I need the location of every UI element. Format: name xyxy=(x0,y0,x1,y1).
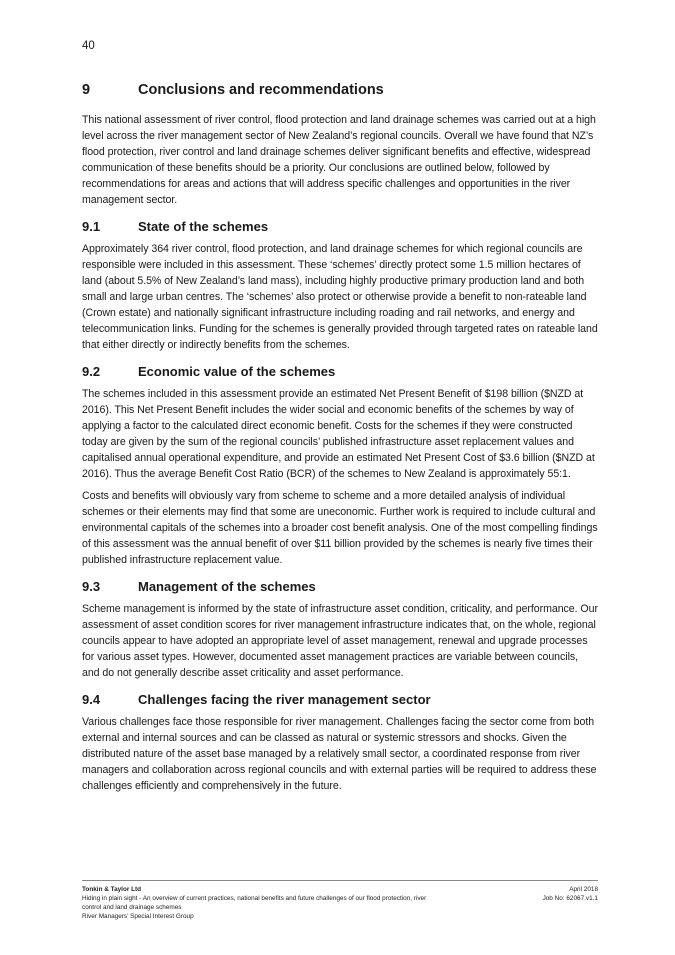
subsection-number: 9.3 xyxy=(82,579,101,594)
footer-job-number: Job No: 62067.v1.1 xyxy=(542,895,598,902)
document-body xyxy=(82,80,598,800)
subsection-heading-9-4 xyxy=(82,690,598,709)
section-intro: This national assessment of river control, flood protection and land drainage schemes was carried out at a high level across the river management sector of New Zealand’s regional councils. Overall we have found that NZ’s flood protection, river control and land drainage schemes deliver significant benefits and effective, widespread communication of these benefits should be a priority. Our conclusions are outlined below, followed by recommendations for areas and actions that will address specific challenges and opportunities in the river management sector. xyxy=(82,114,596,206)
subsection-title: Economic value of the schemes xyxy=(138,364,336,379)
subsection-heading-9-2 xyxy=(82,362,598,381)
subsection-heading-9-1 xyxy=(82,217,598,236)
section-number: 9 xyxy=(82,82,91,98)
footer-report-title: Hiding in plain sight - An overview of current practices, national benefits and future challenges of our flood protection, river control and land drainage schemes xyxy=(82,895,427,911)
paragraph: Various challenges face those responsible for river management. Challenges facing the sector come from both external and internal sources and can be classed as natural or systemic stressors and shocks. Given the distributed nature of the asset base managed by a relatively small sector, a coordinated response from river managers and collaboration across regional councils and with external parties will be required to address these challenges efficiently and comprehensively in the future. xyxy=(82,716,597,792)
paragraph: Costs and benefits will obviously vary from scheme to scheme and a more detailed analysis of individual schemes or their elements may find that some are uneconomic. Further work is required to include cultural and environmental capitals of the schemes into a broader cost benefit analysis. One of the most compelling findings of this assessment was the annual benefit of over $11 billion provided by the schemes is nearly five times their published infrastructure replacement value. xyxy=(82,490,598,566)
section-title: Conclusions and recommendations xyxy=(138,82,384,98)
subsection-title: Management of the schemes xyxy=(138,579,316,594)
footer-client: River Managers’ Special Interest Group xyxy=(82,913,194,920)
footer-org: Tonkin & Taylor Ltd xyxy=(82,886,142,893)
paragraph: Scheme management is informed by the state of infrastructure asset condition, criticality, and performance. Our assessment of asset condition scores for river management infrastructure indicates that, on the whole, regional councils appear to have adopted an appropriate level of asset management, renewal and upgrade processes for various asset types. However, documented asset management practices are variable between councils, and do not generally describe asset criticality and asset performance. xyxy=(82,603,598,679)
subsection-number: 9.1 xyxy=(82,219,101,234)
page-footer xyxy=(82,880,598,921)
subsection-heading-9-3 xyxy=(82,577,598,596)
footer-date: April 2018 xyxy=(569,886,598,893)
section-heading xyxy=(82,80,598,100)
subsection-number: 9.2 xyxy=(82,364,101,379)
paragraph: The schemes included in this assessment provide an estimated Net Present Benefit of $198 billion ($NZD at 2016). This Net Present Benefit includes the wider social and economic benefits of the schemes by way of applying a factor to the calculated direct economic benefit. Costs for the schemes if they were constructed today are given by the sum of the regional councils’ published infrastructure asset replacement values and capitalised annual operational expenditure, and provide an estimated Net Present Cost of $3.6 billion ($NZD at 2016). Thus the average Benefit Cost Ratio (BCR) of the schemes to New Zealand is approximately 55:1. xyxy=(82,388,595,480)
subsection-number: 9.4 xyxy=(82,692,101,707)
page-number: 40 xyxy=(82,40,95,52)
subsection-title: State of the schemes xyxy=(138,219,269,234)
paragraph: Approximately 364 river control, flood protection, and land drainage schemes for which regional councils are responsible were included in this assessment. These ‘schemes’ directly protect some 1.5 million hectares of land (about 5.5% of New Zealand’s land mass), including highly productive primary production land and both small and large urban centres. The ‘schemes’ also protect or otherwise provide a benefit to non-rateable land (Crown estate) and nationally significant infrastructure including roading and rail networks, and energy and telecommunication links. Funding for the schemes is generally provided through targeted rates on rateable land that either directly or indirectly benefits from the schemes. xyxy=(82,243,598,351)
subsection-title: Challenges facing the river management sector xyxy=(138,692,431,707)
